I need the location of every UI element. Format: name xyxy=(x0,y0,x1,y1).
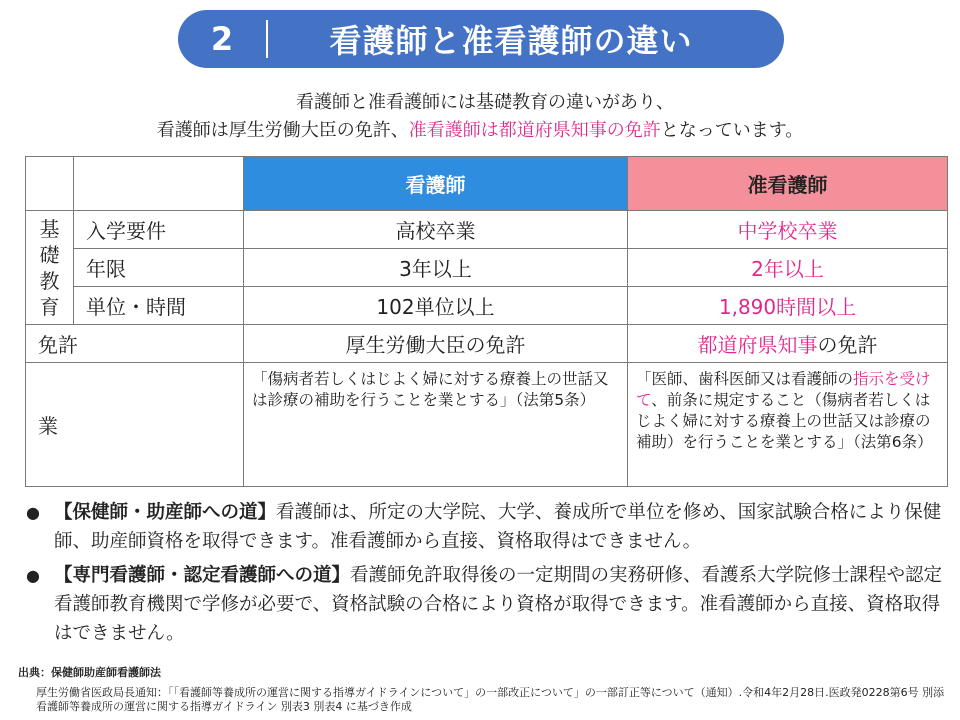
row-label: 入学要件 xyxy=(74,211,244,249)
assoc-license-suffix: の免許 xyxy=(817,333,878,357)
intro-line-2 xyxy=(0,116,960,142)
title-banner xyxy=(178,10,784,68)
assoc-license xyxy=(628,325,948,363)
nurse-cell: 102単位以上 xyxy=(244,287,628,325)
intro-highlight: 准看護師は都道府県知事の免許 xyxy=(408,120,661,141)
intro-line-2-suffix: となっています。 xyxy=(660,120,804,141)
basic-education-label xyxy=(26,211,74,325)
assoc-work-suffix: 、前条に規定すること（傷病者若しくはじよく婦に対する療養上の世話又は診療の補助）を行うことを業とする」（法第6条） xyxy=(636,391,933,451)
comparison-table xyxy=(25,156,948,487)
header-assoc-nurse: 准看護師 xyxy=(628,157,948,211)
bullet-marker: ● xyxy=(26,503,40,522)
nurse-work-text: 「傷病者若しくはじよく婦に対する療養上の世話又は診療の補助を行うことを業とする」（法第5条） xyxy=(244,363,628,487)
basic-education-text: 基 礎 教 育 xyxy=(39,216,60,319)
page-title: 看護師と准看護師の違い xyxy=(329,22,693,60)
assoc-cell: 1,890時間以上 xyxy=(628,287,948,325)
table-header-row xyxy=(26,157,948,211)
row-label: 単位・時間 xyxy=(74,287,244,325)
assoc-work-text xyxy=(628,363,948,487)
table-row xyxy=(26,249,948,287)
assoc-license-authority: 都道府県知事 xyxy=(697,333,818,357)
bullet-text: 看護師免許取得後の一定期間の実務研修、看護系大学院修士課程や認定看護師教育機関で学修が必要で、資格試験の合格により資格が取得できます。准看護師から直接、資格取得はできません。 xyxy=(54,565,943,644)
work-label: 業 xyxy=(26,363,244,487)
bullet-list xyxy=(26,498,946,653)
header-empty-cell xyxy=(74,157,244,211)
bullet-item xyxy=(26,498,946,556)
assoc-cell: 中学校卒業 xyxy=(628,211,948,249)
header-empty-cell xyxy=(26,157,74,211)
bullet-heading: 【専門看護師・認定看護師への道】 xyxy=(54,565,351,586)
bullet-heading: 【保健師・助産師への道】 xyxy=(54,502,277,523)
assoc-work-prefix: 「医師、歯科医師又は看護師の xyxy=(636,370,854,388)
nurse-cell: 高校卒業 xyxy=(244,211,628,249)
table-row xyxy=(26,211,948,249)
section-number: 2 xyxy=(210,20,234,58)
source-label: 出典：保健師助産師看護師法 xyxy=(18,666,161,679)
intro-line-1: 看護師と准看護師には基礎教育の違いがあり、 xyxy=(296,92,674,113)
nurse-cell: 3年以上 xyxy=(244,249,628,287)
header-nurse: 看護師 xyxy=(244,157,628,211)
table-row xyxy=(26,287,948,325)
intro-line-2-prefix: 看護師は厚生労働大臣の免許、 xyxy=(156,120,409,141)
reference-note: 厚生労働省医政局長通知：「「看護師等養成所の運営に関する指導ガイドラインについて」の一部改正について」の一部訂正等について（通知）.令和4年2月28日.医政発0228第6号 別添 看護師等養成所の運営に関する指導ガイドライン 別表3 別表4 に基づき作成 xyxy=(36,686,945,713)
row-label: 年限 xyxy=(74,249,244,287)
bullet-text: 看護師は、所定の大学院、大学、養成所で単位を修め、国家試験合格により保健師、助産師資格を取得できます。准看護師から直接、資格取得はできません。 xyxy=(54,502,942,552)
bullet-marker: ● xyxy=(26,566,40,585)
work-row xyxy=(26,363,948,487)
nurse-license: 厚生労働大臣の免許 xyxy=(244,325,628,363)
license-row xyxy=(26,325,948,363)
assoc-cell: 2年以上 xyxy=(628,249,948,287)
assoc-work-highlight: 指示を受けて xyxy=(636,370,931,409)
license-label: 免許 xyxy=(26,325,244,363)
bullet-item xyxy=(26,561,946,648)
